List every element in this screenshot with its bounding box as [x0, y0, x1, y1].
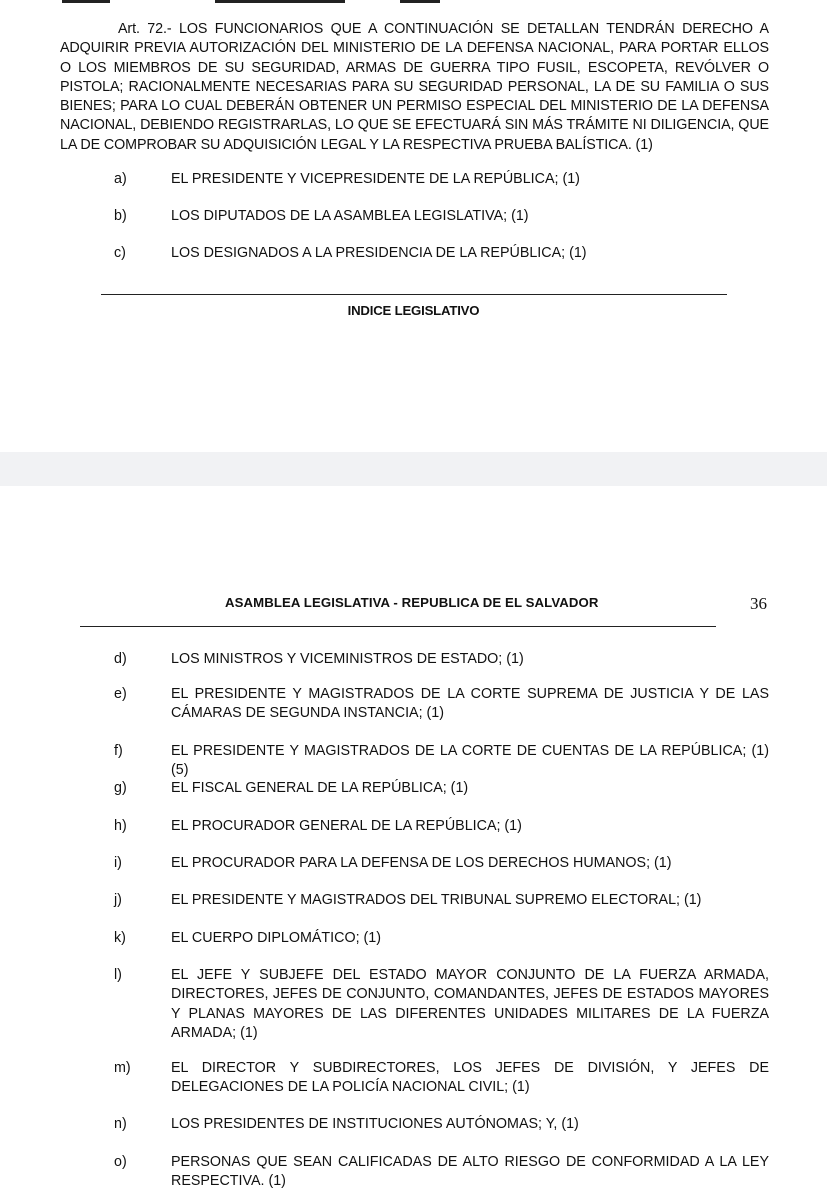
header-title: ASAMBLEA LEGISLATIVA - REPUBLICA DE EL SALVADOR	[225, 595, 599, 610]
item-text: LOS DIPUTADOS DE LA ASAMBLEA LEGISLATIVA; (1)	[171, 208, 529, 224]
item-label: k)	[114, 930, 126, 946]
item-text: LOS DESIGNADOS A LA PRESIDENCIA DE LA REPÚBLICA; (1)	[171, 245, 587, 261]
clipped-text-fragment	[62, 0, 110, 3]
item-text: EL PROCURADOR GENERAL DE LA REPÚBLICA; (1)	[171, 818, 522, 834]
item-text: EL PRESIDENTE Y MAGISTRADOS DE LA CORTE DE CUENTAS DE LA REPÚBLICA; (1) (5)	[171, 743, 769, 779]
item-text: EL PROCURADOR PARA LA DEFENSA DE LOS DERECHOS HUMANOS; (1)	[171, 855, 672, 871]
item-label: e)	[114, 686, 127, 702]
item-label: j)	[114, 892, 122, 908]
article-72-paragraph	[60, 20, 769, 155]
item-label: n)	[114, 1116, 127, 1132]
item-text: PERSONAS QUE SEAN CALIFICADAS DE ALTO RIESGO DE CONFORMIDAD A LA LEY RESPECTIVA. (1)	[171, 1154, 769, 1190]
item-label: g)	[114, 780, 127, 796]
item-text: LOS MINISTROS Y VICEMINISTROS DE ESTADO; (1)	[171, 651, 524, 667]
item-text: EL PRESIDENTE Y VICEPRESIDENTE DE LA REPÚBLICA; (1)	[171, 171, 580, 187]
page-number: 36	[750, 594, 767, 613]
item-label: o)	[114, 1154, 127, 1170]
item-label: h)	[114, 818, 127, 834]
item-label: c)	[114, 245, 126, 261]
item-label: i)	[114, 855, 122, 871]
item-label: l)	[114, 967, 122, 983]
item-label: m)	[114, 1060, 131, 1076]
item-label: b)	[114, 208, 127, 224]
header-rule	[80, 626, 716, 627]
article-text: Art. 72.- LOS FUNCIONARIOS QUE A CONTINUACIÓN SE DETALLAN TENDRÁN DERECHO A ADQUIRIR PREVIA AUTORIZACIÓN DEL MINISTERIO DE LA DEFENSA NACIONAL, PARA PORTAR ELLOS O LOS MIEMBROS DE SU SEGURIDAD, ARMAS DE GUERRA TIPO FUSIL, ESCOPETA, REVÓLVER O PISTOLA; RACIONALMENTE NECESARIAS PARA SU SEGURIDAD PERSONAL, LA DE SU FAMILIA O SUS BIENES; PARA LO CUAL DEBERÁN OBTENER UN PERMISO ESPECIAL DEL MINISTERIO DE LA DEFENSA NACIONAL, DEBIENDO REGISTRARLAS, LO QUE SE EFECTUARÁ SIN MÁS TRÁMITE NI DILIGENCIA, QUE LA DE COMPROBAR SU ADQUISICIÓN LEGAL Y LA RESPECTIVA PRUEBA BALÍSTICA. (1)	[60, 21, 769, 153]
item-text: EL DIRECTOR Y SUBDIRECTORES, LOS JEFES DE DIVISIÓN, Y JEFES DE DELEGACIONES DE LA POLICÍA NACIONAL CIVIL; (1)	[171, 1060, 769, 1096]
item-text: EL CUERPO DIPLOMÁTICO; (1)	[171, 930, 381, 946]
item-label: a)	[114, 171, 127, 187]
item-text: EL PRESIDENTE Y MAGISTRADOS DE LA CORTE SUPREMA DE JUSTICIA Y DE LAS CÁMARAS DE SEGUNDA INSTANCIA; (1)	[171, 686, 769, 722]
item-label: d)	[114, 651, 127, 667]
clipped-text-fragment	[400, 0, 440, 3]
page-gap	[0, 452, 827, 486]
item-text: EL PRESIDENTE Y MAGISTRADOS DEL TRIBUNAL SUPREMO ELECTORAL; (1)	[171, 892, 702, 908]
item-text: EL FISCAL GENERAL DE LA REPÚBLICA; (1)	[171, 780, 469, 796]
clipped-text-fragment	[215, 0, 345, 3]
document-page-1	[0, 0, 827, 452]
item-text: EL JEFE Y SUBJEFE DEL ESTADO MAYOR CONJUNTO DE LA FUERZA ARMADA, DIRECTORES, JEFES DE CONJUNTO, COMANDANTES, JEFES DE ESTADOS MAYORES Y PLANAS MAYORES DE LAS DIFERENTES UNIDADES MILITARES DE LA FUERZA ARMADA; (1)	[171, 967, 769, 1041]
footer-title: INDICE LEGISLATIVO	[347, 303, 480, 318]
item-label: f)	[114, 743, 123, 759]
document-page-2	[0, 486, 827, 1200]
footer-rule	[101, 294, 727, 295]
item-text: LOS PRESIDENTES DE INSTITUCIONES AUTÓNOMAS; Y, (1)	[171, 1116, 579, 1132]
